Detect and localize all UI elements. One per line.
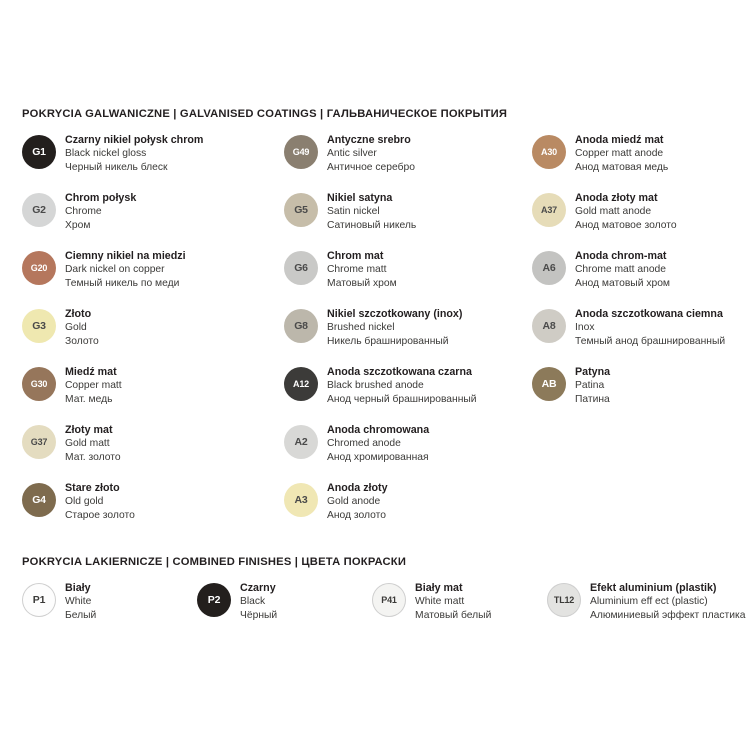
label-pl: Złoty mat [65,424,113,436]
swatch-labels [327,192,416,232]
combined-swatch-grid [18,582,746,638]
swatch-labels [65,134,203,174]
swatch-circle: G2 [22,193,56,227]
swatch-item[interactable] [280,250,528,308]
label-en: White matt [415,596,465,608]
swatch-item[interactable] [528,192,750,250]
swatch-labels [327,134,415,174]
label-pl: Miedź mat [65,366,117,378]
swatch-labels [65,366,122,406]
label-en: Antic silver [327,148,377,160]
label-ru: Матовый хром [327,277,397,289]
swatch-item[interactable] [18,582,193,638]
swatch-item[interactable] [18,366,280,424]
label-pl: Stare złoto [65,482,120,494]
grid-spacer [528,424,750,482]
label-pl: Czarny nikiel połysk chrom [65,134,204,146]
label-ru: Алюминиевый эффект пластика [590,609,746,621]
label-pl: Chrom mat [327,250,384,262]
swatch-circle: P1 [22,583,56,617]
label-ru: Анод черный брашнированный [327,393,477,405]
label-ru: Анод матовое золото [575,219,677,231]
swatch-labels [327,424,429,464]
label-pl: Chrom połysk [65,192,137,204]
swatch-item[interactable] [280,482,528,540]
label-en: Black [240,596,266,608]
label-pl: Antyczne srebro [327,134,411,146]
label-ru: Старое золото [65,509,135,521]
label-pl: Ciemny nikiel na miedzi [65,250,186,262]
label-ru: Темный анод брашнированный [575,335,726,347]
swatch-labels [65,424,121,464]
galvanised-swatch-grid [18,134,732,540]
label-pl: Anoda chrom-mat [575,250,667,262]
label-ru: Темный никель по меди [65,277,180,289]
swatch-item[interactable] [528,308,750,366]
label-en: Chrome matt anode [575,264,667,276]
label-en: Satin nickel [327,206,380,218]
swatch-item[interactable] [18,482,280,540]
label-en: Gold anode [327,496,381,508]
swatch-labels [590,582,745,622]
swatch-circle: G20 [22,251,56,285]
swatch-labels [575,134,668,174]
label-pl: Złoto [65,308,92,320]
swatch-labels [65,192,136,232]
label-pl: Anoda szczotkowana czarna [327,366,472,378]
swatch-labels [65,482,135,522]
label-pl: Nikiel satyna [327,192,393,204]
swatch-circle: G30 [22,367,56,401]
label-ru: Патина [575,393,610,405]
label-pl: Anoda szczotkowana ciemna [575,308,723,320]
swatch-labels [327,366,477,406]
label-en: Gold [65,322,87,334]
label-ru: Анод золото [327,509,386,521]
swatch-circle: G6 [284,251,318,285]
swatch-item[interactable] [280,424,528,482]
label-ru: Черный никель блеск [65,161,168,173]
label-en: Gold matt anode [575,206,652,218]
swatch-circle: P2 [197,583,231,617]
label-en: Gold matt [65,438,110,450]
swatch-item[interactable] [528,134,750,192]
swatch-labels [415,582,491,622]
label-pl: Patyna [575,366,611,378]
label-ru: Матовый белый [415,609,492,621]
swatch-circle: G4 [22,483,56,517]
label-en: Chromed anode [327,438,401,450]
swatch-labels [240,582,277,622]
label-en: Brushed nickel [327,322,395,334]
swatch-item[interactable] [280,308,528,366]
swatch-labels [327,308,462,348]
label-ru: Золото [65,335,99,347]
swatch-circle: P41 [372,583,406,617]
swatch-circle: G3 [22,309,56,343]
label-ru: Чёрный [240,609,278,621]
swatch-item[interactable] [18,192,280,250]
swatch-item[interactable] [543,582,745,638]
swatch-item[interactable] [528,366,750,424]
label-pl: Anoda złoty [327,482,388,494]
label-en: Copper matt [65,380,122,392]
swatch-circle: TL12 [547,583,581,617]
swatch-labels [575,192,677,232]
section-galvanised [18,108,732,540]
swatch-item[interactable] [280,366,528,424]
label-en: White [65,596,92,608]
section-title-combined: POKRYCIA LAKIERNICZE | COMBINED FINISHES | ЦВЕТА ПОКРАСКИ [22,556,407,568]
section-combined [18,556,746,638]
label-ru: Мат. медь [65,393,113,405]
swatch-item[interactable] [280,192,528,250]
swatch-circle: A8 [532,309,566,343]
swatch-labels [575,250,670,290]
label-ru: Анод матовый хром [575,277,670,289]
section-title-galvanised: POKRYCIA GALWANICZNE | GALVANISED COATINGS | ГАЛЬВАНИЧЕСКОЕ ПОКРЫТИЯ [22,108,508,120]
swatch-circle: A37 [532,193,566,227]
swatch-item[interactable] [368,582,543,638]
grid-spacer [528,482,750,540]
swatch-item[interactable] [528,250,750,308]
label-en: Aluminium eff ect (plastic) [590,596,708,608]
swatch-circle: G8 [284,309,318,343]
label-en: Black brushed anode [327,380,424,392]
swatch-circle: G1 [22,135,56,169]
label-en: Chrome matt [327,264,387,276]
swatch-labels [575,308,725,348]
label-en: Inox [575,322,595,334]
label-ru: Анод хромированная [327,451,429,463]
label-ru: Анод матовая медь [575,161,669,173]
label-ru: Античное серебро [327,161,415,173]
swatch-labels [575,366,610,406]
swatch-item[interactable] [18,134,280,192]
swatch-labels [65,582,96,622]
label-en: Patina [575,380,605,392]
swatch-circle: A30 [532,135,566,169]
swatch-item[interactable] [18,308,280,366]
label-ru: Никель брашнированный [327,335,449,347]
label-pl: Anoda złoty mat [575,192,658,204]
swatch-circle: G5 [284,193,318,227]
label-en: Copper matt anode [575,148,664,160]
label-ru: Сатиновый никель [327,219,417,231]
label-pl: Efekt aluminium (plastik) [590,582,717,594]
label-pl: Anoda miedź mat [575,134,664,146]
swatch-circle: A3 [284,483,318,517]
swatch-item[interactable] [193,582,368,638]
swatch-circle: G49 [284,135,318,169]
label-en: Old gold [65,496,104,508]
label-ru: Хром [65,219,91,231]
swatch-item[interactable] [280,134,528,192]
label-ru: Белый [65,609,97,621]
swatch-item[interactable] [18,424,280,482]
swatch-labels [65,250,186,290]
label-pl: Czarny [240,582,276,594]
swatch-circle: AB [532,367,566,401]
label-en: Black nickel gloss [65,148,147,160]
swatch-labels [327,250,397,290]
swatch-circle: G37 [22,425,56,459]
label-pl: Nikiel szczotkowany (inox) [327,308,463,320]
swatch-circle: A12 [284,367,318,401]
swatch-item[interactable] [18,250,280,308]
label-en: Dark nickel on copper [65,264,165,276]
label-pl: Biały mat [415,582,463,594]
label-en: Chrome [65,206,102,218]
label-pl: Anoda chromowana [327,424,430,436]
label-ru: Мат. золото [65,451,121,463]
label-pl: Biały [65,582,91,594]
swatch-labels [327,482,388,522]
swatch-circle: A6 [532,251,566,285]
swatch-circle: A2 [284,425,318,459]
swatch-labels [65,308,99,348]
